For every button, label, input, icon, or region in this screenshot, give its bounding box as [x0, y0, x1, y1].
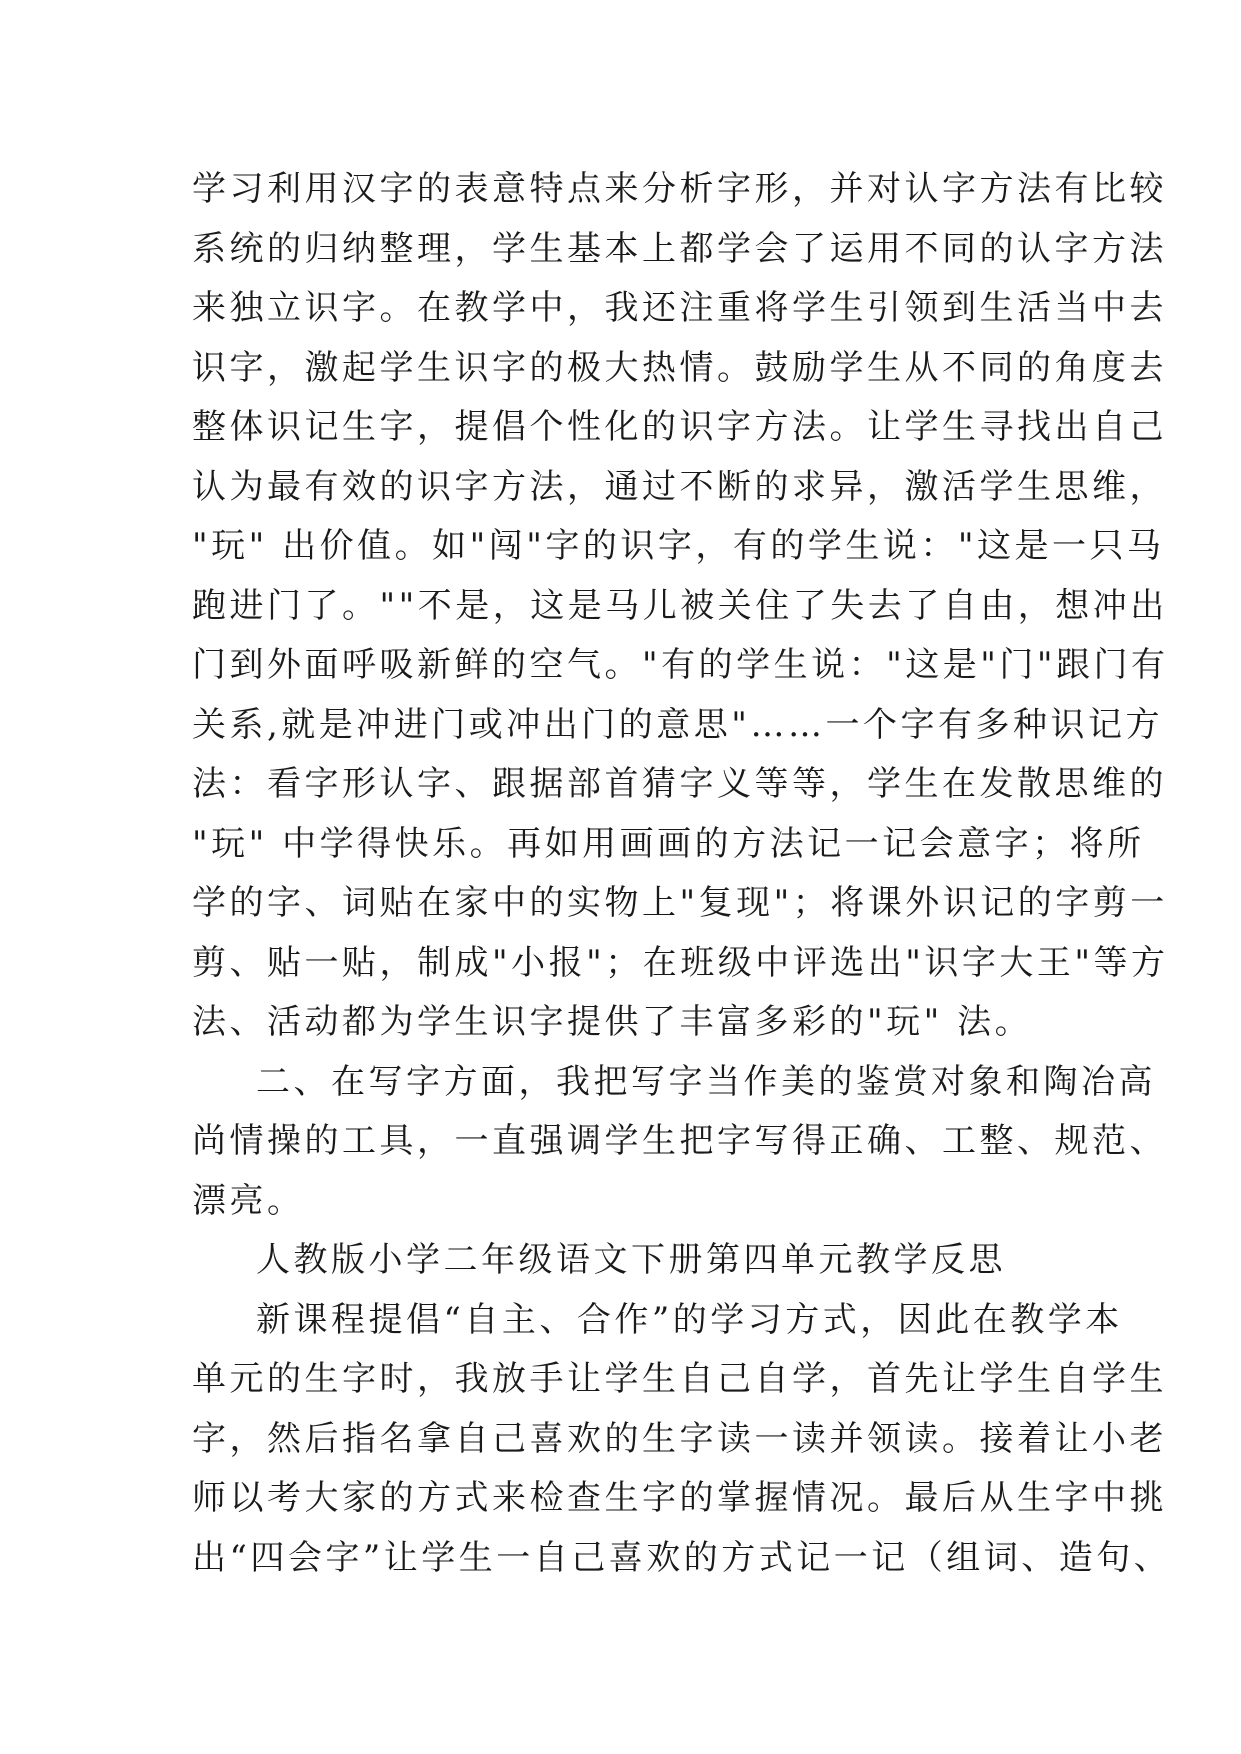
text-line: 法：看字形认字、跟据部首猜字义等等，学生在发散思维的 — [192, 764, 1167, 804]
text-line: 认为最有效的识字方法，通过不断的求异，激活学生思维， — [192, 466, 1167, 507]
text-line: 学习利用汉字的表意特点来分析字形，并对认字方法有比较 — [192, 169, 1167, 209]
paragraph-first-line: 新课程提倡“自主、合作”的学习方式，因此在教学本 — [256, 1299, 1123, 1340]
text-line: "玩" 中学得快乐。再如用画画的方法记一记会意字；将所 — [192, 823, 1145, 864]
text-line: 单元的生字时，我放手让学生自己自学，首先让学生自学生 — [192, 1359, 1167, 1399]
text-line: 来独立识字。在教学中，我还注重将学生引领到生活当中去 — [192, 288, 1167, 328]
text-line: 漂亮。 — [192, 1180, 305, 1221]
paragraph-first-line: 人教版小学二年级语文下册第四单元教学反思 — [256, 1240, 1006, 1280]
text-line: 关系,就是冲进门或冲出门的意思"……一个字有多种识记方 — [192, 704, 1163, 745]
text-line: 跑进门了。""不是，这是马儿被关住了失去了自由，想冲出 — [192, 585, 1168, 626]
text-line: 识字，激起学生识字的极大热情。鼓励学生从不同的角度去 — [192, 347, 1167, 388]
text-line: 剪、贴一贴，制成"小报"；在班级中评选出"识字大王"等方 — [192, 942, 1169, 983]
text-line: 学的字、词贴在家中的实物上"复现"；将课外识记的字剪一 — [192, 883, 1168, 923]
text-line: 整体识记生字，提倡个性化的识字方法。让学生寻找出自己 — [192, 407, 1167, 447]
text-line: 门到外面呼吸新鲜的空气。"有的学生说："这是"门"跟门有 — [192, 645, 1169, 685]
text-line: 法、活动都为学生识字提供了丰富多彩的"玩" 法。 — [192, 1002, 1033, 1042]
text-line: 字，然后指名拿自己喜欢的生字读一读并领读。接着让小老 — [192, 1418, 1167, 1459]
body-text — [192, 160, 1172, 1588]
text-line: 师以考大家的方式来检查生字的掌握情况。最后从生字中挑 — [192, 1478, 1167, 1518]
paragraph-first-line: 二、在写字方面，我把写字当作美的鉴赏对象和陶冶高 — [256, 1061, 1156, 1102]
text-line: "玩" 出价值。如"闯"字的识字，有的学生说："这是一只马 — [192, 526, 1165, 566]
text-line: 尚情操的工具，一直强调学生把字写得正确、工整、规范、 — [192, 1121, 1167, 1161]
text-line: 出“四会字”让学生一自己喜欢的方式记一记（组词、造句、 — [192, 1537, 1172, 1578]
text-line: 系统的归纳整理，学生基本上都学会了运用不同的认字方法 — [192, 228, 1167, 269]
